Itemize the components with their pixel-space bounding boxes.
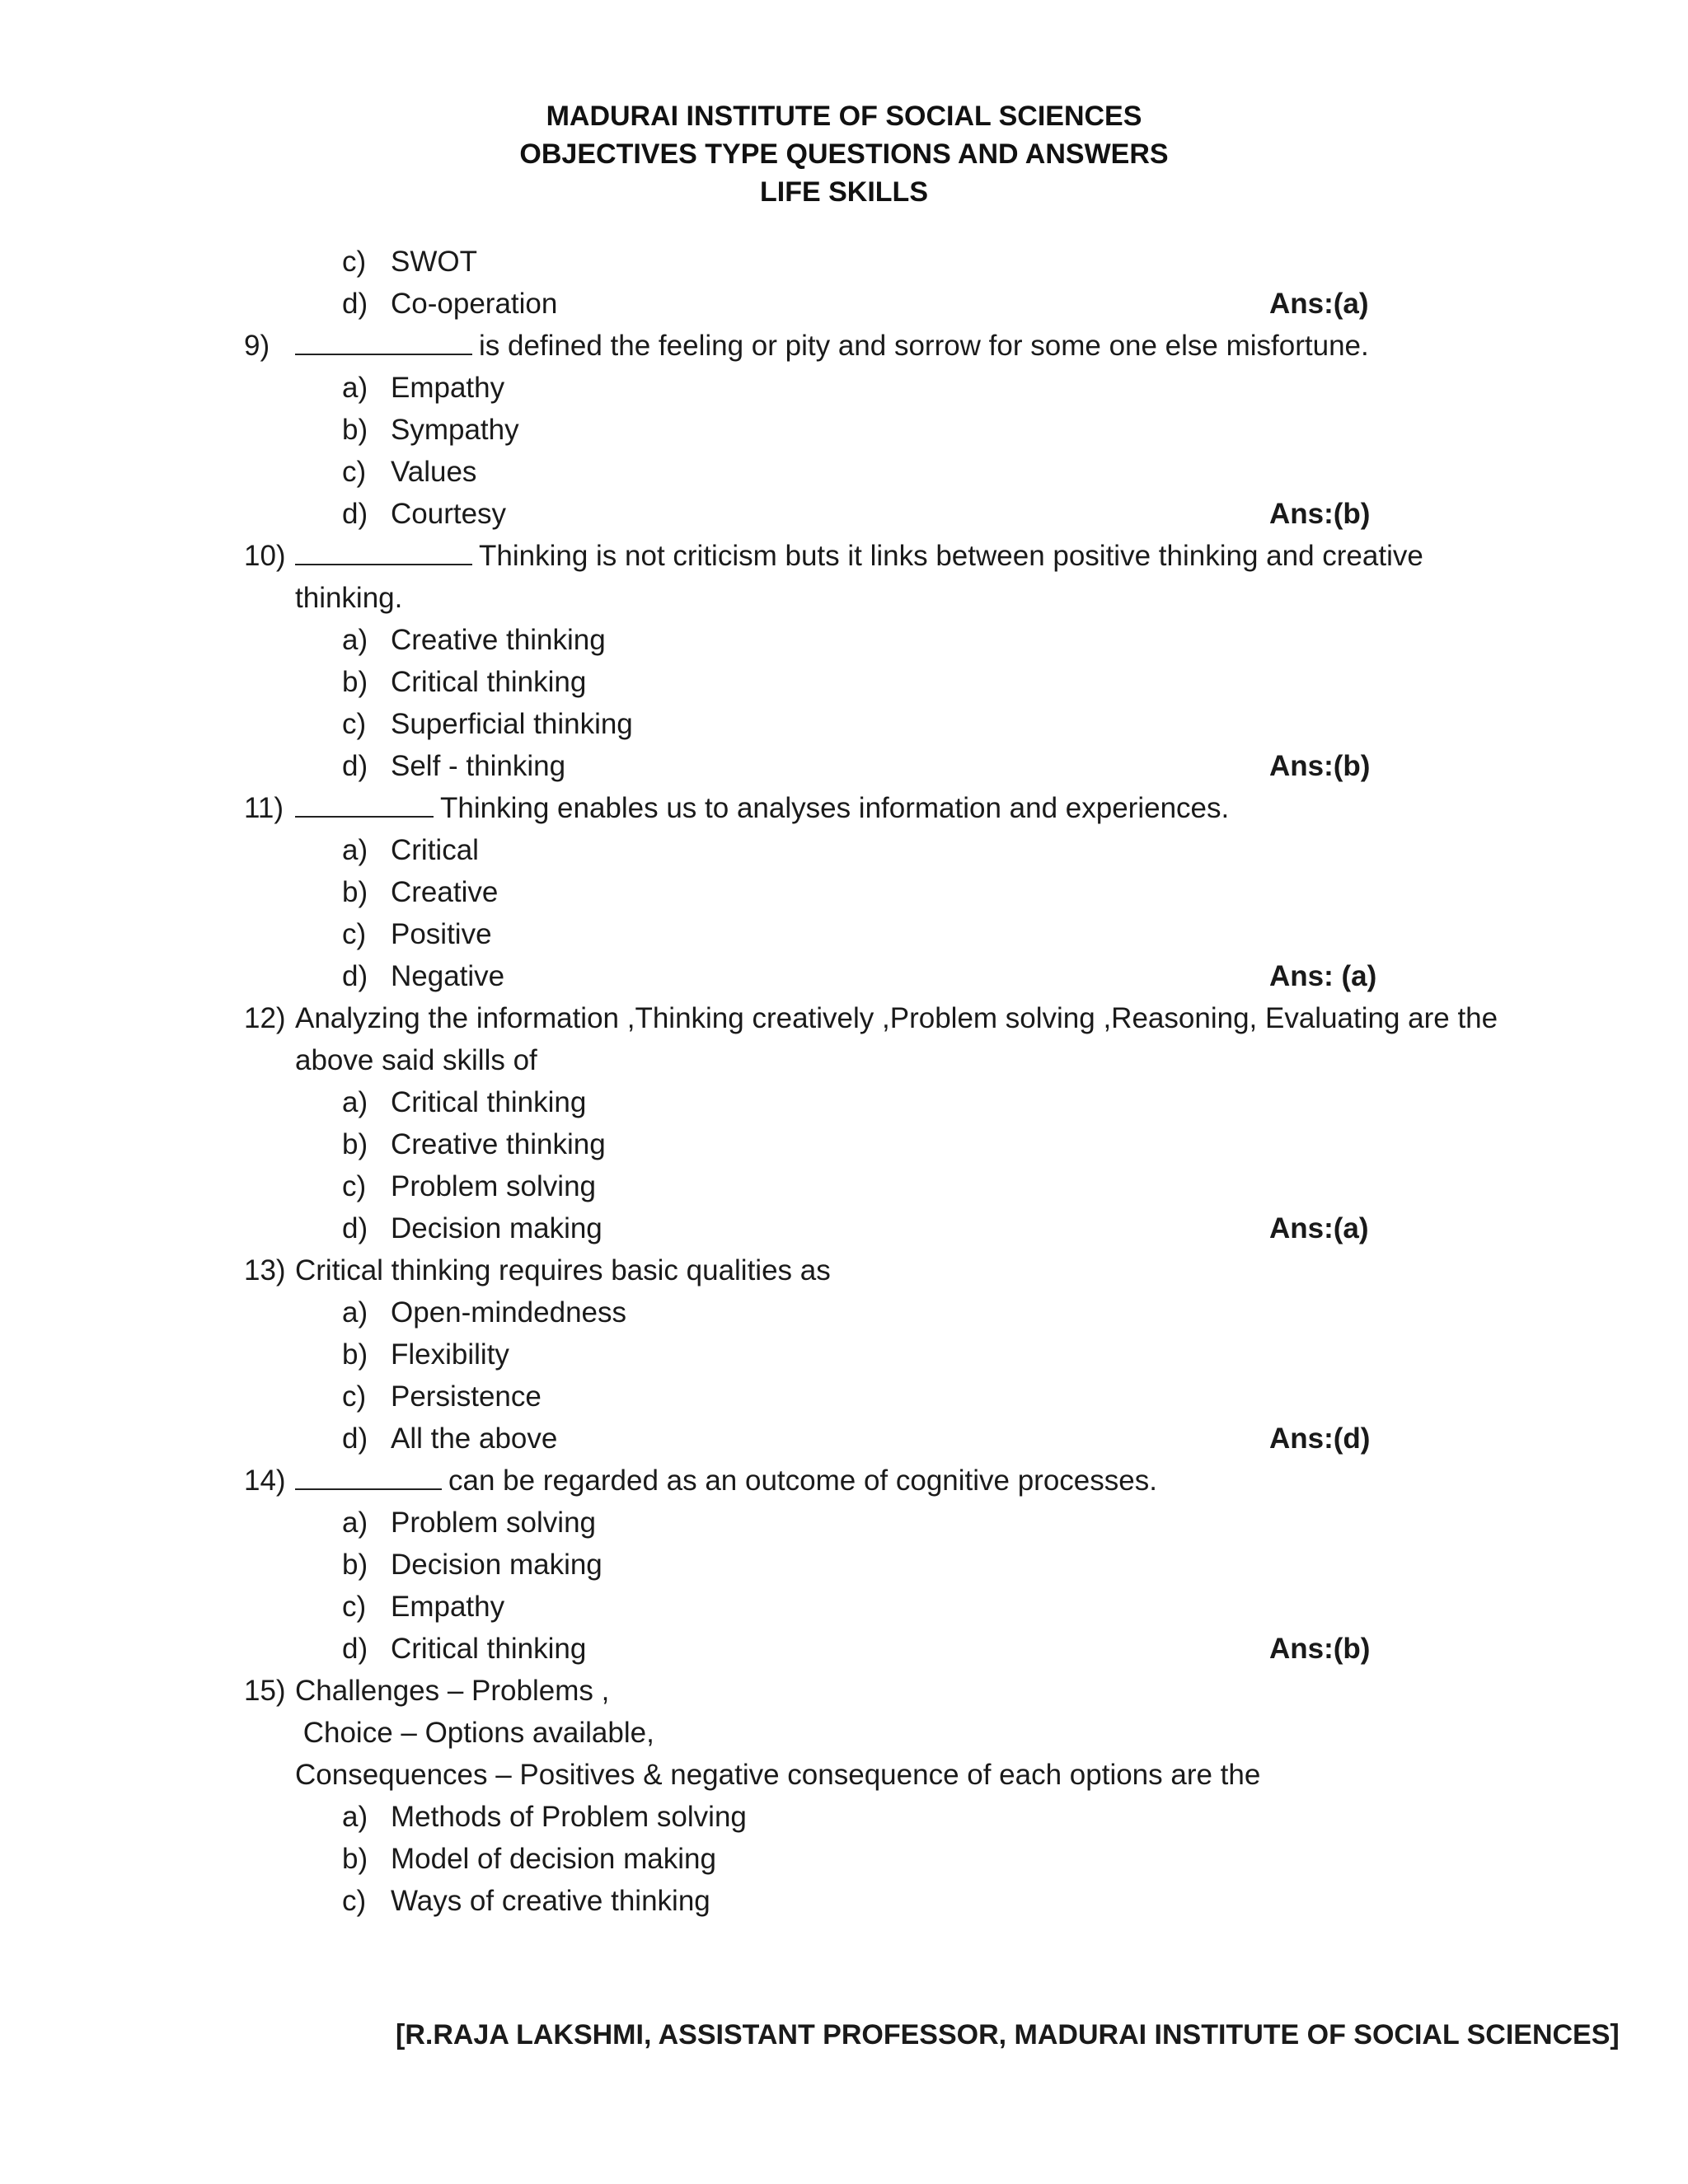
option-letter: d) xyxy=(342,1633,368,1665)
question-text-content: can be regarded as an outcome of cognitive processes. xyxy=(448,1465,1157,1497)
option-row xyxy=(0,871,1688,913)
question-number: 14) xyxy=(244,1465,286,1497)
option-letter: c) xyxy=(342,708,367,740)
option-letter: d) xyxy=(342,1422,368,1455)
option-text: Critical thinking xyxy=(391,1086,587,1118)
answer-blank xyxy=(295,790,434,818)
option-letter: c) xyxy=(342,246,367,278)
subject-title: LIFE SKILLS xyxy=(760,176,928,208)
question-text xyxy=(295,535,1423,577)
document-title: OBJECTIVES TYPE QUESTIONS AND ANSWERS xyxy=(519,138,1169,170)
question-row xyxy=(0,997,1688,1039)
option-letter: b) xyxy=(342,876,368,908)
option-row xyxy=(0,1376,1688,1418)
option-text: Ways of creative thinking xyxy=(391,1885,710,1917)
question-number: 12) xyxy=(244,1002,286,1034)
option-row xyxy=(0,913,1688,955)
option-letter: c) xyxy=(342,918,367,950)
option-letter: d) xyxy=(342,750,368,782)
question-text: Analyzing the information ,Thinking creatively ,Problem solving ,Reasoning, Evaluating are the xyxy=(295,1002,1498,1034)
option-letter: a) xyxy=(342,1801,368,1833)
option-row xyxy=(0,955,1688,997)
option-letter: d) xyxy=(342,960,368,992)
option-row xyxy=(0,1544,1688,1586)
question-text xyxy=(295,787,1229,829)
option-text: Problem solving xyxy=(391,1507,596,1539)
option-text: Decision making xyxy=(391,1549,603,1581)
question-number: 13) xyxy=(244,1254,286,1286)
question-text xyxy=(295,1460,1157,1502)
option-letter: a) xyxy=(342,372,368,404)
option-letter: c) xyxy=(342,1170,367,1202)
option-letter: c) xyxy=(342,1885,367,1917)
option-letter: d) xyxy=(342,1212,368,1244)
question-number: 10) xyxy=(244,540,286,572)
option-text: Sympathy xyxy=(391,414,519,446)
option-text: Positive xyxy=(391,918,492,950)
option-text: Methods of Problem solving xyxy=(391,1801,747,1833)
question-text-content: Thinking enables us to analyses information and experiences. xyxy=(440,792,1230,824)
option-text: Flexibility xyxy=(391,1338,509,1371)
option-letter: b) xyxy=(342,666,368,698)
answer-key: Ans:(a) xyxy=(1269,288,1369,320)
option-text: Creative thinking xyxy=(391,1128,606,1160)
option-letter: a) xyxy=(342,834,368,866)
option-text: Model of decision making xyxy=(391,1843,716,1875)
option-text: Critical thinking xyxy=(391,666,587,698)
option-row xyxy=(0,1880,1688,1922)
question-text: Critical thinking requires basic qualities as xyxy=(295,1254,831,1286)
option-text: Creative xyxy=(391,876,499,908)
option-row xyxy=(0,619,1688,661)
option-letter: d) xyxy=(342,288,368,320)
question-continuation xyxy=(0,577,1688,619)
option-text: Superficial thinking xyxy=(391,708,633,740)
option-row xyxy=(0,1333,1688,1376)
option-text: Decision making xyxy=(391,1212,603,1244)
question-number: 15) xyxy=(244,1675,286,1707)
answer-key: Ans: (a) xyxy=(1269,960,1377,992)
document-footer: [R.RAJA LAKSHMI, ASSISTANT PROFESSOR, MADURAI INSTITUTE OF SOCIAL SCIENCES] xyxy=(396,2019,1620,2050)
option-text: Persistence xyxy=(391,1380,542,1413)
option-letter: a) xyxy=(342,1296,368,1329)
answer-blank xyxy=(295,1462,442,1490)
option-row xyxy=(0,745,1688,787)
answer-key: Ans:(a) xyxy=(1269,1212,1369,1244)
question-text-content: Choice – Options available, xyxy=(295,1717,654,1749)
option-text: Critical xyxy=(391,834,479,866)
option-letter: b) xyxy=(342,1128,368,1160)
option-text: Empathy xyxy=(391,372,505,404)
option-row xyxy=(0,1628,1688,1670)
option-text: Values xyxy=(391,456,477,488)
question-text-content: Consequences – Positives & negative consequence of each options are the xyxy=(295,1759,1261,1791)
questions-list xyxy=(0,241,1688,1922)
option-text: Problem solving xyxy=(391,1170,596,1202)
option-letter: c) xyxy=(342,1380,367,1413)
question-row xyxy=(0,1670,1688,1712)
option-text: Creative thinking xyxy=(391,624,606,656)
option-text: Self - thinking xyxy=(391,750,566,782)
question-number: 11) xyxy=(244,792,284,824)
option-row xyxy=(0,1796,1688,1838)
answer-key: Ans:(d) xyxy=(1269,1422,1371,1455)
option-row xyxy=(0,1207,1688,1249)
option-row xyxy=(0,1586,1688,1628)
question-continuation xyxy=(0,1754,1688,1796)
option-row xyxy=(0,451,1688,493)
option-letter: a) xyxy=(342,1086,368,1118)
question-continuation xyxy=(0,1039,1688,1081)
question-row xyxy=(0,1460,1688,1502)
option-letter: c) xyxy=(342,456,367,488)
option-letter: d) xyxy=(342,498,368,530)
option-text: Empathy xyxy=(391,1591,505,1623)
option-text: Co-operation xyxy=(391,288,558,320)
question-text-content: above said skills of xyxy=(295,1044,537,1076)
option-text: SWOT xyxy=(391,246,477,278)
option-letter: b) xyxy=(342,1338,368,1371)
answer-key: Ans:(b) xyxy=(1269,498,1371,530)
option-letter: c) xyxy=(342,1591,367,1623)
question-row xyxy=(0,535,1688,577)
question-text-content: is defined the feeling or pity and sorrow for some one else misfortune. xyxy=(479,330,1369,362)
answer-key: Ans:(b) xyxy=(1269,750,1371,782)
question-continuation xyxy=(0,1712,1688,1754)
question-row xyxy=(0,1249,1688,1291)
option-row xyxy=(0,493,1688,535)
document-header xyxy=(0,97,1688,211)
option-row xyxy=(0,1165,1688,1207)
option-text: Negative xyxy=(391,960,505,992)
option-row xyxy=(0,703,1688,745)
option-text: Critical thinking xyxy=(391,1633,587,1665)
option-row xyxy=(0,1291,1688,1333)
option-row xyxy=(0,1081,1688,1123)
question-text-content: Thinking is not criticism buts it links between positive thinking and creative xyxy=(479,540,1423,572)
option-text: Open-mindedness xyxy=(391,1296,626,1329)
option-row xyxy=(0,829,1688,871)
option-text: Courtesy xyxy=(391,498,507,530)
question-row xyxy=(0,325,1688,367)
option-letter: a) xyxy=(342,624,368,656)
option-letter: a) xyxy=(342,1507,368,1539)
option-row xyxy=(0,1838,1688,1880)
option-letter: b) xyxy=(342,1549,368,1581)
option-row xyxy=(0,661,1688,703)
option-letter: b) xyxy=(342,1843,368,1875)
option-text: All the above xyxy=(391,1422,558,1455)
question-text: Challenges – Problems , xyxy=(295,1675,610,1707)
option-row xyxy=(0,241,1688,283)
answer-blank xyxy=(295,537,472,565)
answer-blank xyxy=(295,327,472,355)
option-row xyxy=(0,409,1688,451)
option-letter: b) xyxy=(342,414,368,446)
option-row xyxy=(0,283,1688,325)
institute-title: MADURAI INSTITUTE OF SOCIAL SCIENCES xyxy=(546,101,1142,132)
option-row xyxy=(0,1123,1688,1165)
option-row xyxy=(0,1502,1688,1544)
option-row xyxy=(0,367,1688,409)
question-number: 9) xyxy=(244,330,270,362)
question-text xyxy=(295,325,1369,367)
question-text-content: thinking. xyxy=(295,582,403,614)
option-row xyxy=(0,1418,1688,1460)
answer-key: Ans:(b) xyxy=(1269,1633,1371,1665)
question-row xyxy=(0,787,1688,829)
